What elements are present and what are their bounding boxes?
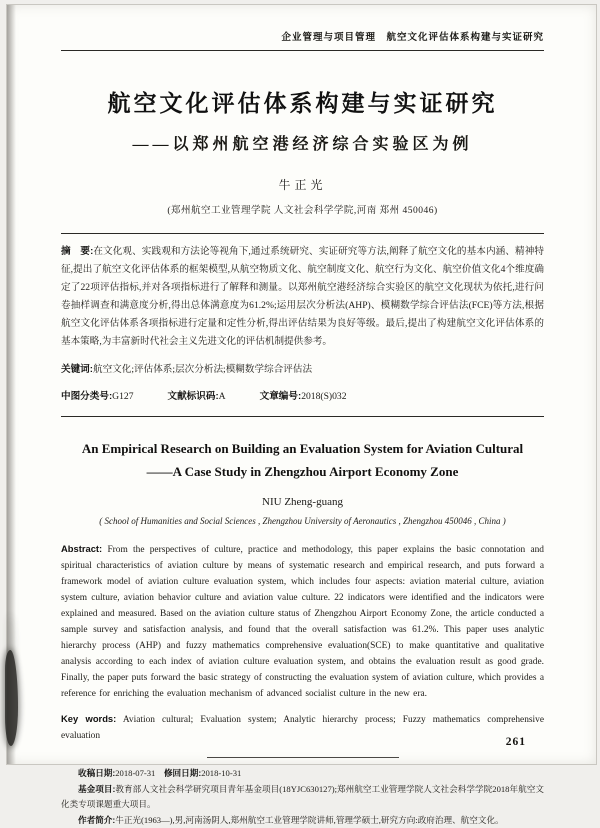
author-affiliation-en: ( School of Humanities and Social Sciences , Zhengzhou University of Aeronautics , Zhengzhou 450046 , China ) xyxy=(99,515,506,526)
classification-line xyxy=(61,388,544,406)
keywords-cn xyxy=(61,361,544,379)
section-divider xyxy=(61,416,544,417)
footnotes xyxy=(61,766,544,828)
document-code xyxy=(168,391,226,402)
article-no-value: 2018(S)032 xyxy=(301,391,347,403)
revised-date-value: 2018-10-31 xyxy=(201,768,242,779)
abstract-label-en: Abstract: xyxy=(61,542,103,554)
author-name-en: NIU Zheng-guang xyxy=(262,495,343,508)
abstract-en xyxy=(61,541,544,702)
clc-number xyxy=(61,391,134,402)
page-content xyxy=(61,29,544,828)
article-title-en xyxy=(61,437,544,483)
scan-left-edge-shadow xyxy=(7,5,16,764)
received-date-label: 收稿日期: xyxy=(78,768,116,779)
scan-corner-artifact xyxy=(5,650,18,746)
abstract-text-en: From the perspectives of culture, practice and methodology, this paper explains the basic connotation and spiritual characteristics of aviation culture by means of systematic research and empirical research, and puts forward a framework model of aviation culture evaluation system, which includes four aspects: aviation material culture, aviation system culture, aviation behavior culture and aviation value culture. 22 indicators were identified and the indicators were explained and measured. Based on the aviation culture status of Zhengzhou Airport Economy Zone, the article conducted a sample survey and satisfaction analysis, and found that the overall satisfaction was 61.2%. This paper uses analytic hierarchy process (AHP) and fuzzy mathematics comprehensive evaluation(SCE) to make quantitative and qualitative analysis according to each index of aviation culture evaluation system, and obtains the evaluation result as good grade. Finally, the paper puts forward the basic strategy of constructing the evaluation system of aviation culture, which provides a reference for enriching the evaluation mechanism of advanced socialist culture in the new era. xyxy=(61,544,544,699)
page-number: 261 xyxy=(505,736,526,748)
author-affiliation-cn: (郑州航空工业管理学院 人文社会科学学院,河南 郑州 450046) xyxy=(167,206,438,216)
keywords-label-en: Key words: xyxy=(61,713,117,725)
article-no-label: 文章编号: xyxy=(259,391,302,403)
author-bio-text: 牛正光(1963—),男,河南汤阴人,郑州航空工业管理学院讲师,管理学硕士,研究方向:政府治理、航空文化。 xyxy=(115,814,504,825)
keywords-label-cn: 关键词: xyxy=(61,363,93,375)
doc-code-value: A xyxy=(218,391,226,403)
footnote-divider xyxy=(207,757,399,758)
scanned-paper-page xyxy=(6,4,597,825)
received-date-value: 2018-07-31 xyxy=(115,768,156,779)
footnote-fund xyxy=(61,782,544,813)
revised-date-label: 修回日期: xyxy=(163,768,202,779)
article-number xyxy=(260,391,347,402)
article-title-en-line1: An Empirical Research on Building an Evaluation System for Aviation Cultural xyxy=(81,440,524,456)
abstract-cn xyxy=(61,243,544,351)
article-title-cn: 航空文化评估体系构建与实证研究 xyxy=(107,90,498,116)
footnote-dates xyxy=(61,766,544,782)
doc-code-label: 文献标识码: xyxy=(167,391,219,403)
clc-label: 中图分类号: xyxy=(61,391,113,403)
article-title-en-line2: ——A Case Study in Zhengzhou Airport Economy Zone xyxy=(146,463,459,479)
journal-running-header: 企业管理与项目管理 航空文化评估体系构建与实证研究 xyxy=(281,32,544,43)
abstract-text-cn: 在文化观、实践观和方法论等视角下,通过系统研究、实证研究等方法,阐释了航空文化的基本内涵、精神特征,提出了航空文化评估体系的框架模型,从航空物质文化、航空制度文化、航空行为文化、航空价值文化4个维度确定了22项评估指标,并对各项指标进行了解释和测量。以郑州航空港经济综合实验区的航空文化现状为依托,进行问卷抽样调查和满意度分析,得出总体满意度为61.2%;运用层次分析法(AHP)、模糊数学综合评估法(FCE)等方法,根据航空文化评估体系各项指标进行定量和定性分析,得出评估结果为良好等级。最后,提出了构建航空文化评估体系的基本策略,为丰富新时代社会主义先进文化的评估机制提供参考。 xyxy=(61,246,544,347)
keywords-en xyxy=(61,711,544,744)
author-name-cn: 牛正光 xyxy=(278,178,327,192)
footnote-author-bio xyxy=(61,813,544,828)
keywords-text-en: Aviation cultural; Evaluation system; Analytic hierarchy process; Fuzzy mathematics comprehensive evaluation xyxy=(61,715,544,742)
abstract-top-divider xyxy=(61,233,544,234)
header-divider xyxy=(61,50,544,51)
abstract-label-cn: 摘 要: xyxy=(61,246,94,257)
clc-value: G127 xyxy=(112,391,134,403)
fund-label: 基金项目: xyxy=(78,783,116,794)
author-bio-label: 作者简介: xyxy=(78,814,116,825)
fund-text: 教育部人文社会科学研究项目青年基金项目(18YJC630127);郑州航空工业管理学院人文社会科学学院2018年航空文化类专项课题重大项目。 xyxy=(61,783,544,810)
article-subtitle-cn: ——以郑州航空港经济综合实验区为例 xyxy=(132,136,473,153)
keywords-text-cn: 航空文化;评估体系;层次分析法;模糊数学综合评估法 xyxy=(92,363,313,375)
